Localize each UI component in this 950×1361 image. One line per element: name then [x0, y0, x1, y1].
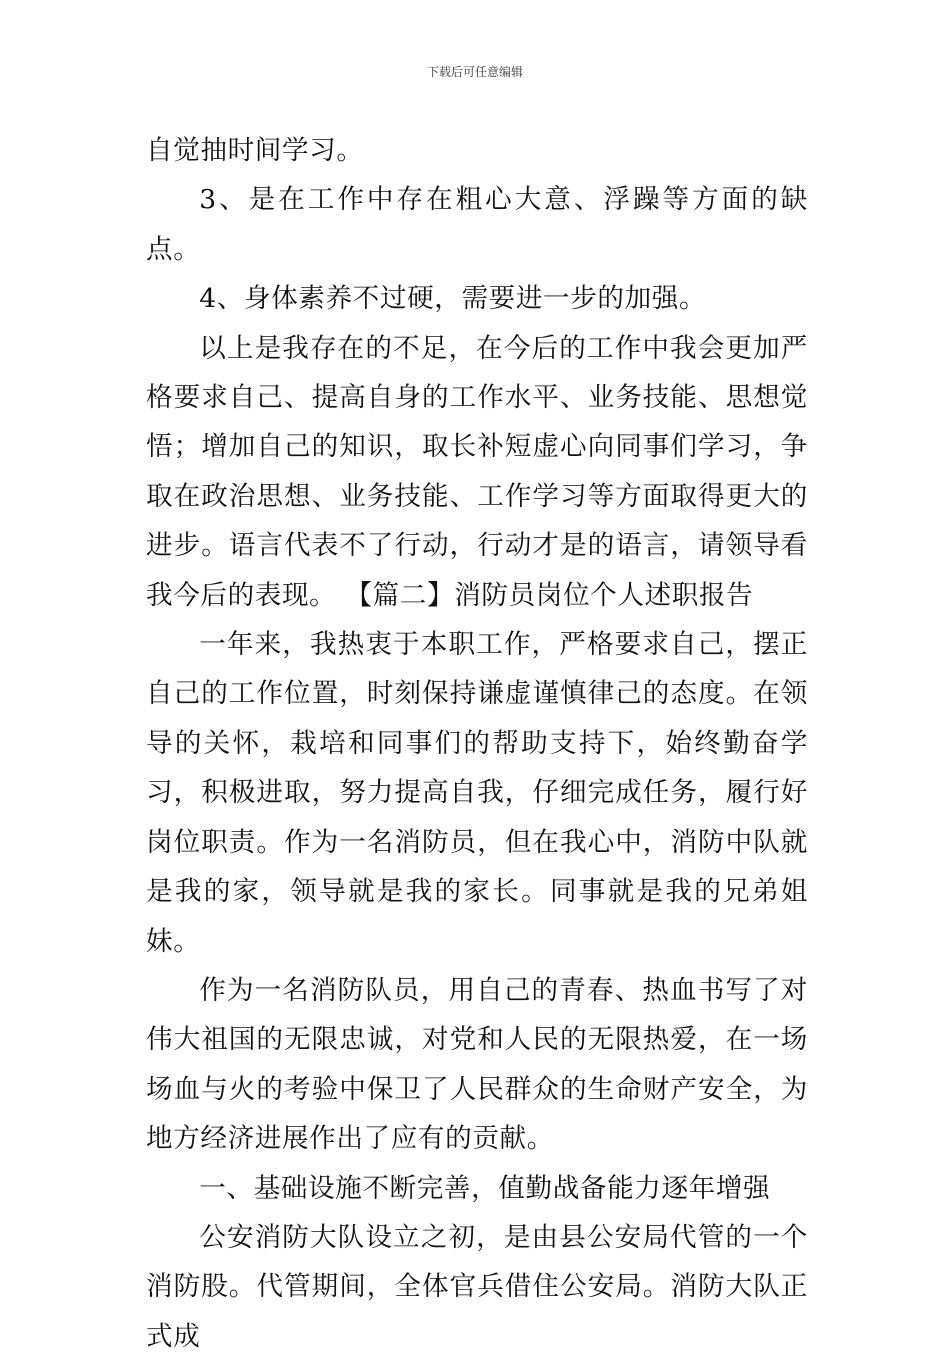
section-heading: 一、基础设施不断完善，值勤战备能力逐年增强 [199, 1172, 771, 1204]
page-header: 下载后可任意编辑 [426, 65, 523, 79]
paragraph: 以上是我存在的不足，在今后的工作中我会更加严格要求自己、提高自身的工作水平、业务技能、思想觉悟；增加自己的知识，取长补短虚心向同事们学习，争取在政治思想、业务技能、工作学习等方面取得更大的进步。语言代表不了行动，行动才是的语言，请领导看我今后的表现。 【篇二】消防员岗位个人述职报告 [146, 332, 808, 611]
paragraph: 3、是在工作中存在粗心大意、浮躁等方面的缺点。 [146, 184, 808, 265]
paragraph: 自觉抽时间学习。 [146, 135, 364, 166]
document-body [146, 126, 808, 1361]
paragraph: 公安消防大队设立之初，是由县公安局代管的一个消防股。代管期间，全体官兵借住公安局。消防大队正式成 [146, 1221, 808, 1352]
paragraph: 作为一名消防队员，用自己的青春、热血书写了对伟大祖国的无限忠诚，对党和人民的无限热爱，在一场场血与火的考验中保卫了人民群众的生命财产安全，为地方经济进展作出了应有的贡献。 [146, 974, 808, 1155]
paragraph: 4、身体素养不过硬，需要进一步的加强。 [199, 283, 707, 315]
paragraph: 一年来，我热衷于本职工作，严格要求自己，摆正自己的工作位置，时刻保持谦虚谨慎律己的态度。在领导的关怀，栽培和同事们的帮助支持下，始终勤奋学习，积极进取，努力提高自我，仔细完成任务，履行好岗位职责。作为一名消防员，但在我心中，消防中队就是我的家，领导就是我的家长。同事就是我的兄弟姐妹。 [146, 629, 808, 957]
